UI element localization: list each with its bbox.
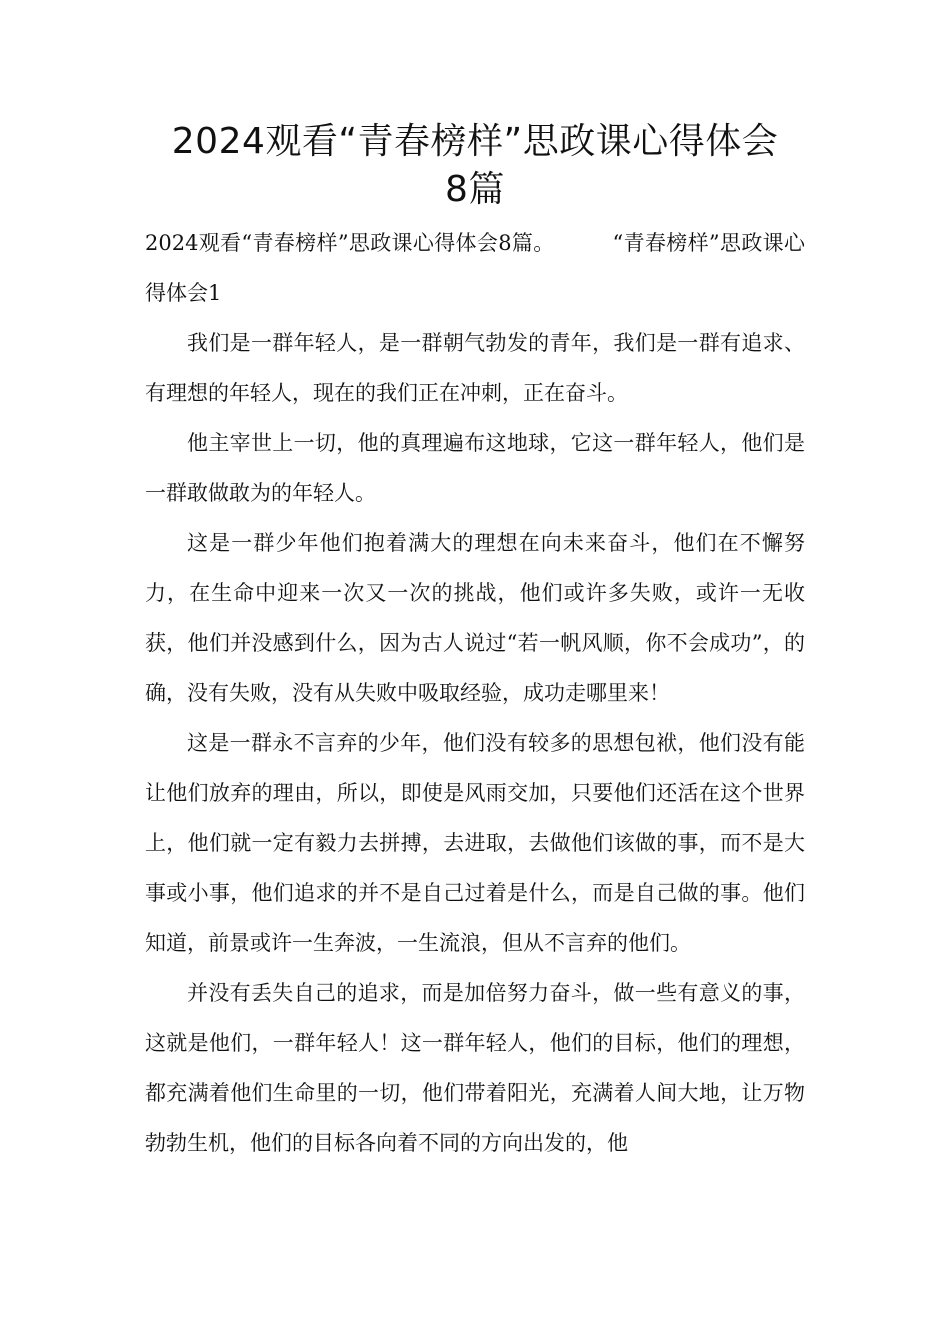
- body-paragraph-5: 并没有丢失自己的追求，而是加倍努力奋斗，做一些有意义的事，这就是他们，一群年轻人！这一群年轻人，他们的目标，他们的理想，都充满着他们生命里的一切，他们带着阳光，充满着人间大地，让万物勃勃生机，他们的目标各向着不同的方向出发的，他: [145, 981, 805, 1155]
- title-line-1: 2024观看“青春榜样”思政课心得体会: [171, 121, 779, 162]
- intro-paragraph: [145, 218, 805, 318]
- body-paragraph-4: 这是一群永不言弃的少年，他们没有较多的思想包袱，他们没有能让他们放弃的理由，所以，即使是风雨交加，只要他们还活在这个世界上，他们就一定有毅力去拼搏，去进取，去做他们该做的事，而不是大事或小事，他们追求的并不是自己过着是什么，而是自己做的事。他们知道，前景或许一生奔波，一生流浪，但从不言弃的他们。: [145, 731, 805, 955]
- title-line-2: 8篇: [445, 169, 505, 210]
- intro-section-heading: “青春榜样”思政课心得体会1: [145, 231, 805, 305]
- body-paragraph-2: 他主宰世上一切，他的真理遍布这地球，它这一群年轻人，他们是一群敢做敢为的年轻人。: [145, 431, 805, 505]
- body-paragraph-3: 这是一群少年他们抱着满大的理想在向未来奋斗，他们在不懈努力，在生命中迎来一次又一次的挑战，他们或许多失败，或许一无收获，他们并没感到什么，因为古人说过“若一帆风顺，你不会成功”，的确，没有失败，没有从失败中吸取经验，成功走哪里来！: [145, 531, 805, 705]
- intro-summary: 2024观看“青春榜样”思政课心得体会8篇。: [145, 231, 555, 255]
- body-paragraph-1: 我们是一群年轻人，是一群朝气勃发的青年，我们是一群有追求、有理想的年轻人，现在的我们正在冲刺，正在奋斗。: [145, 331, 805, 405]
- document-title: [145, 118, 805, 214]
- document-page: [145, 118, 805, 1168]
